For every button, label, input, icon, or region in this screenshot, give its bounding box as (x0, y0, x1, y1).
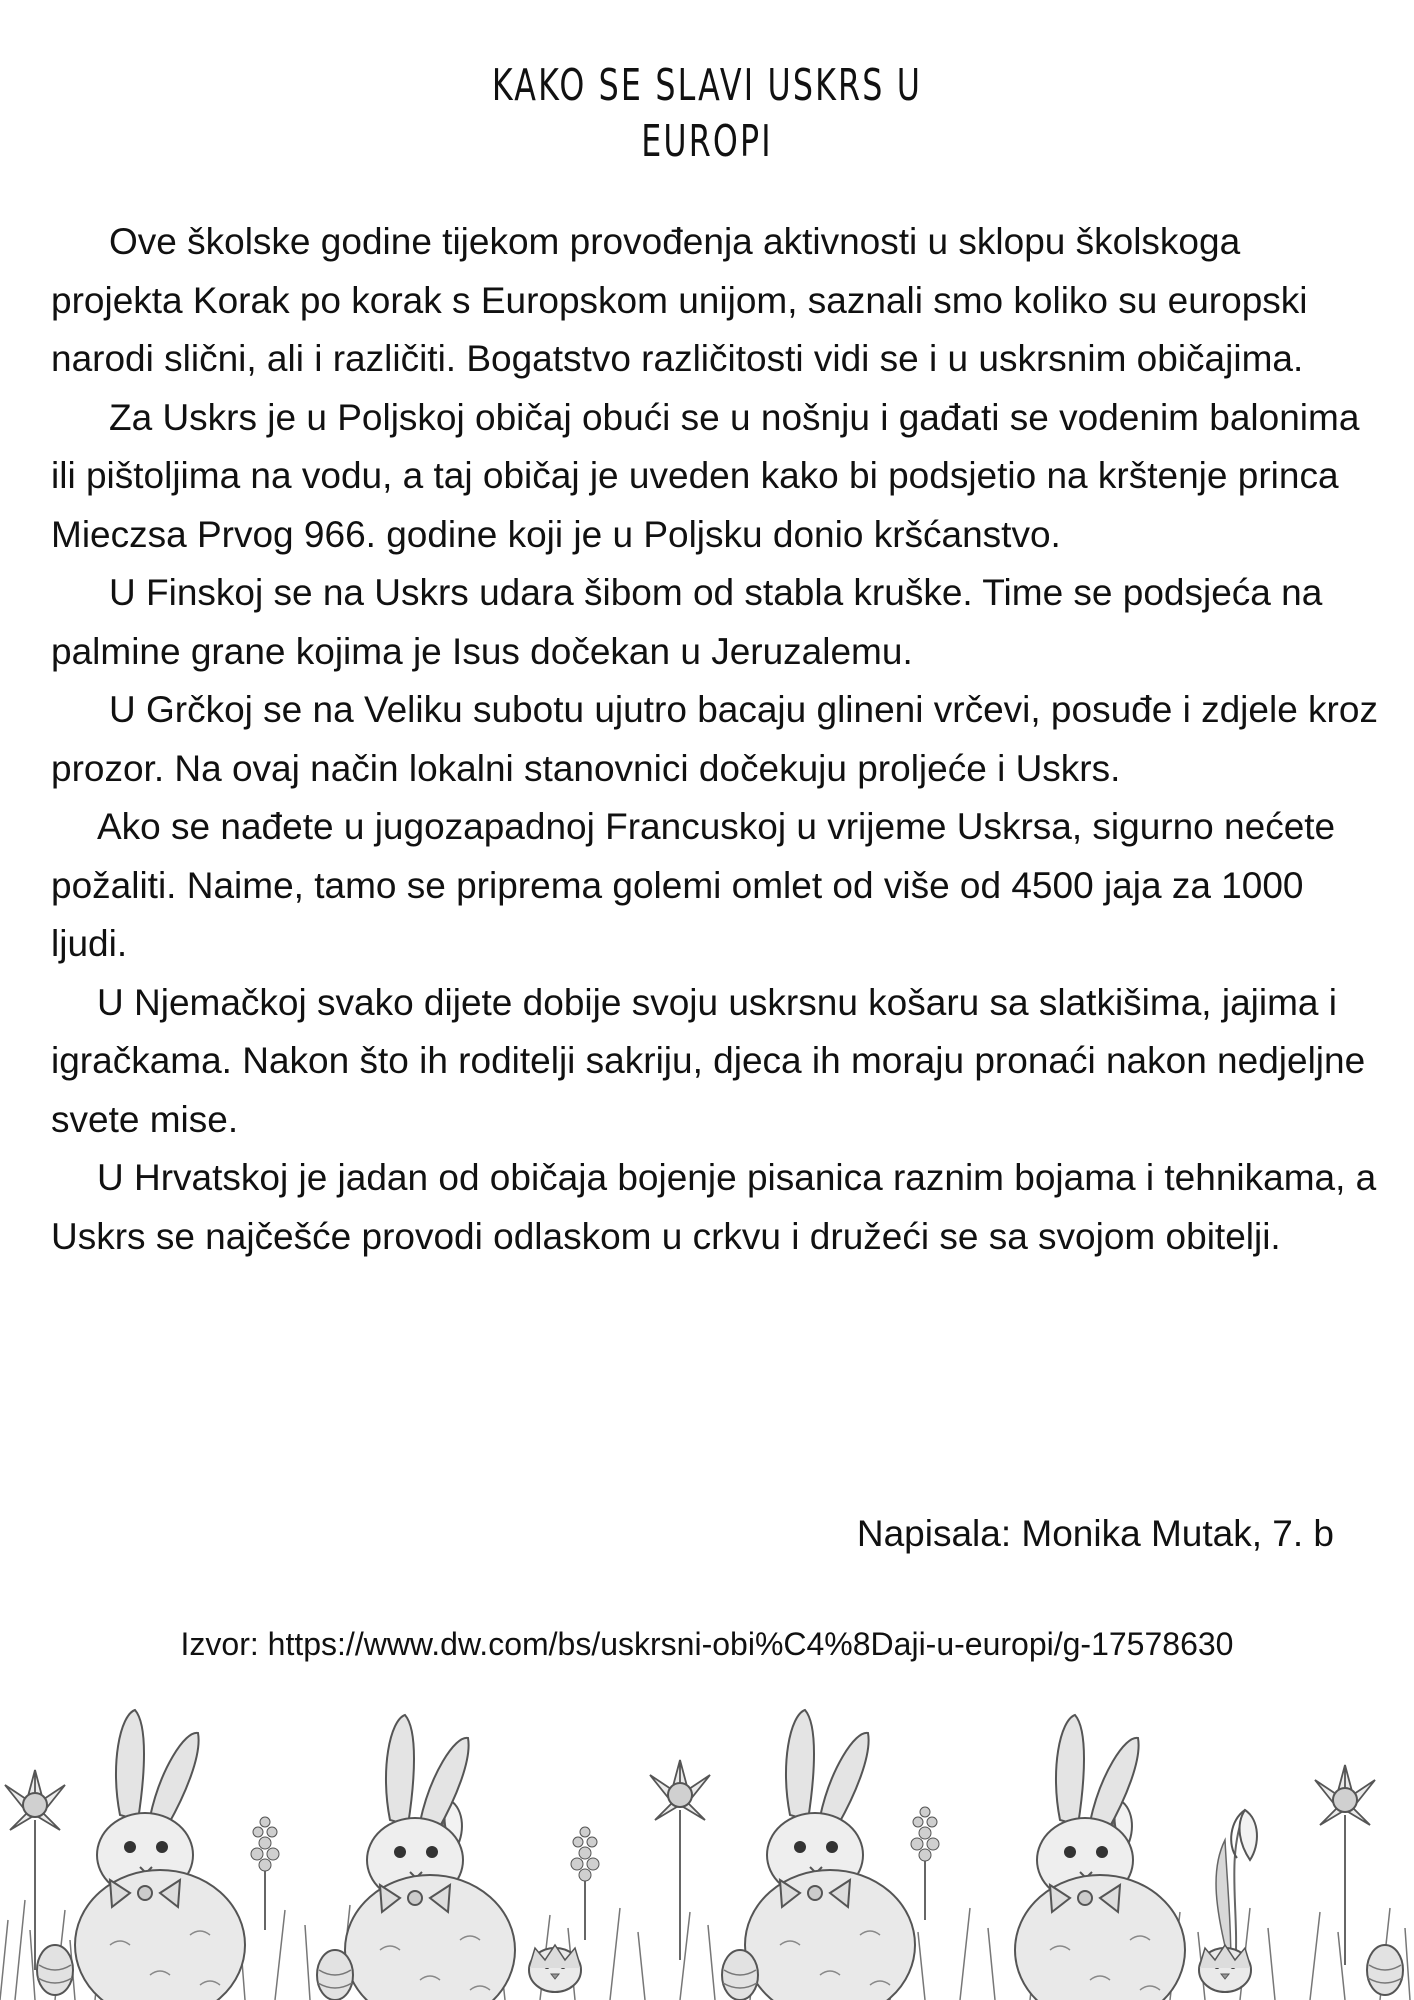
paragraph-france: Ako se nađete u jugozapadnoj Francuskoj u vrijeme Uskrsa, sigurno nećete požaliti. Naime, tamo se priprema golemi omlet od više od 4500 jaja za 1000 ljudi. (51, 806, 1336, 964)
page-title (198, 58, 1216, 170)
grape-hyacinth-icon (571, 1827, 599, 1940)
paragraph-finland: U Finskoj se na Uskrs udara šibom od stabla kruške. Time se podsjeća na palmine grane kojima je Isus dočekan u Jeruzalemu. (51, 572, 1323, 672)
easter-border-illustration (0, 1670, 1414, 2000)
easter-egg-icon (1367, 1945, 1403, 1995)
chick-icon (1199, 1945, 1251, 1992)
source-citation: Izvor: https://www.dw.com/bs/uskrsni-obi%C4%8Daji-u-europi/g-17578630 (180, 1626, 1234, 1662)
author-credit: Napisala: Monika Mutak, 7. b (856, 1513, 1334, 1554)
rabbit-icon (1015, 1715, 1185, 2000)
easter-egg-icon (317, 1950, 353, 2000)
easter-egg-icon (37, 1945, 73, 1995)
daffodil-icon (650, 1760, 710, 1960)
paragraph-poland: Za Uskrs je u Poljskoj običaj obući se u nošnju i gađati se vodenim balonima ili pištoljima na vodu, a taj običaj je uveden kako bi podsjetio na krštenje princa Mieczsa Prvog 966. godine koji je u Poljsku donio kršćanstvo. (51, 396, 1360, 555)
paragraph-croatia: U Hrvatskoj je jadan od običaja bojenje pisanica raznim bojama i tehnikama, a Uskrs se najčešće provodi odlaskom u crkvu i družeći se sa svojom obitelji. (51, 1157, 1377, 1257)
chick-icon (529, 1945, 581, 1992)
rabbit-icon (75, 1710, 245, 2000)
grape-hyacinth-icon (911, 1807, 939, 1920)
paragraph-greece: U Grčkoj se na Veliku subotu ujutro bacaju glineni vrčevi, posuđe i zdjele kroz prozor. Na ovaj način lokalni stanovnici dočekuju proljeće i Uskrs. (51, 689, 1378, 789)
title-line-1: KAKO SE SLAVI USKRS U (491, 60, 923, 111)
paragraph-germany: U Njemačkoj svako dijete dobije svoju uskrsnu košaru sa slatkišima, jajima i igračkama. Nakon što ih roditelji sakriju, djeca ih moraju pronaći nakon nedjeljne svete mise. (51, 981, 1366, 1140)
rabbit-icon (345, 1715, 515, 2000)
rabbit-icon (745, 1710, 915, 2000)
paragraph-intro: Ove školske godine tijekom provođenja aktivnosti u sklopu školskoga projekta Korak po korak s Europskom unijom, saznali smo koliko su europski narodi slični, ali i različiti. Bogatstvo različitosti vidi se i u uskrsnim običajima. (51, 221, 1308, 379)
daffodil-icon (1315, 1765, 1375, 1965)
article-body (51, 213, 1381, 1266)
snowdrop-icon (1216, 1810, 1257, 1970)
grape-hyacinth-icon (251, 1817, 279, 1930)
daffodil-icon (5, 1770, 65, 1970)
title-line-2: EUROPI (641, 116, 773, 167)
easter-egg-icon (722, 1950, 758, 2000)
